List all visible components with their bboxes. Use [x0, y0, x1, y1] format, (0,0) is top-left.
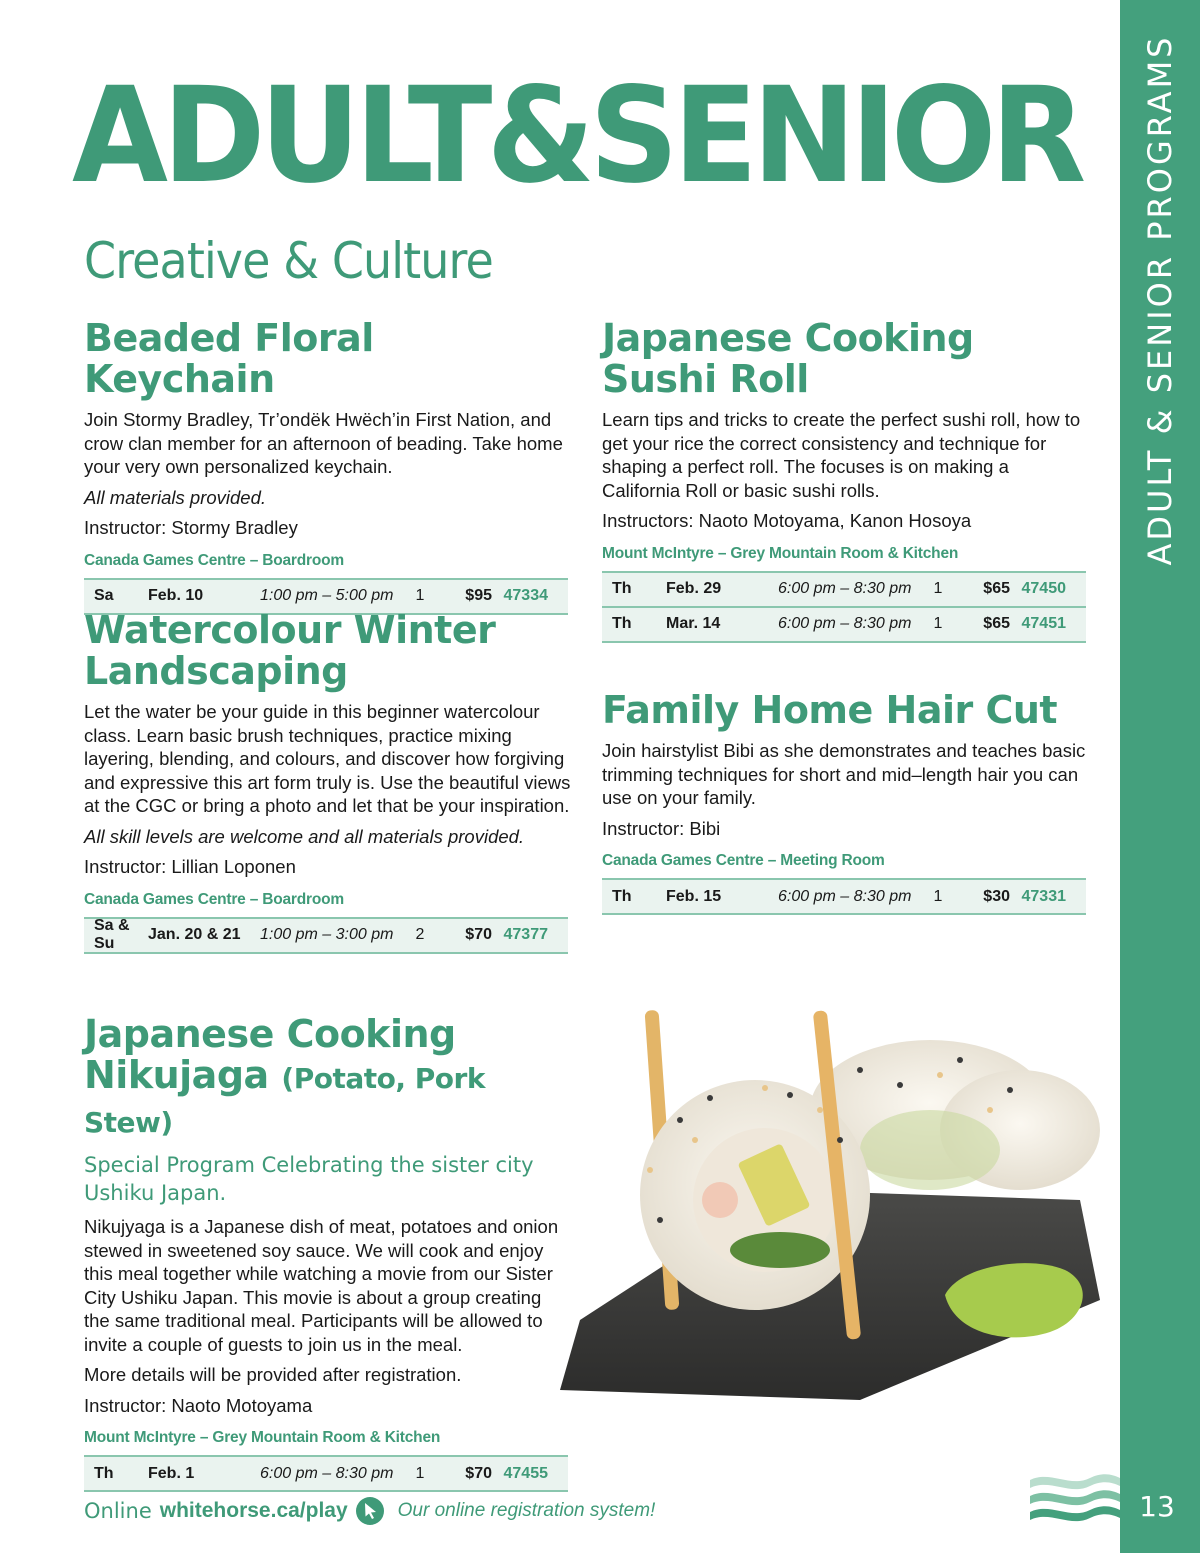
program-title-sub: (Potato, Pork Stew): [84, 1062, 485, 1139]
program-location: Canada Games Centre – Boardroom: [84, 890, 344, 908]
sidebar-label: ADULT & SENIOR PROGRAMS: [1141, 34, 1179, 566]
session-table: [602, 571, 1086, 643]
session-table: [602, 878, 1086, 915]
program-watercolour: [84, 610, 578, 954]
session-price: $95: [465, 587, 492, 604]
session-time: 6:00 pm – 8:30 pm: [260, 1464, 394, 1482]
footer: [84, 1494, 655, 1528]
session-price: $30: [983, 887, 1010, 905]
program-instructor: Instructor: Lillian Loponen: [84, 856, 296, 877]
session-price: $65: [983, 580, 1010, 597]
session-count: 1: [415, 587, 425, 604]
program-location: Mount McIntyre – Grey Mountain Room & Kitchen: [602, 544, 959, 562]
program-title: Beaded Floral Keychain: [84, 316, 374, 401]
footer-online-label: Online: [84, 1499, 152, 1523]
program-title: Family Home Hair Cut: [602, 688, 1058, 732]
session-table: [84, 917, 568, 954]
session-count: 1: [933, 580, 943, 597]
session-price: $65: [983, 615, 1010, 632]
session-date: Feb. 10: [148, 587, 204, 604]
session-code[interactable]: 47451: [1021, 615, 1066, 632]
session-price: $70: [465, 926, 492, 943]
program-description: Join Stormy Bradley, Tr’ondëk Hwëch’in First Nation, and crow clan member for an afternoon of beading. Take home your very own personalized keychain.: [84, 409, 563, 477]
program-location: Canada Games Centre – Meeting Room: [602, 852, 885, 869]
program-description: Join hairstylist Bibi as she demonstrates and teaches basic trimming techniques for short and mid–length hair you can use on your family.: [602, 740, 1086, 808]
session-row: [602, 571, 1086, 608]
program-instructor: Instructor: Stormy Bradley: [84, 517, 298, 538]
session-code[interactable]: 47377: [503, 926, 548, 943]
session-date: Feb. 29: [666, 580, 722, 597]
session-code[interactable]: 47334: [503, 587, 548, 604]
session-date: Feb. 1: [148, 1464, 195, 1482]
session-count: 2: [415, 926, 425, 943]
wave-logo: [1030, 1468, 1120, 1528]
program-tagline: Special Program Celebrating the sister city Ushiku Japan.: [84, 1153, 534, 1205]
session-day: Sa: [94, 587, 114, 604]
program-instructor: Instructor: Bibi: [602, 817, 721, 839]
page-title: ADULT&SENIOR: [72, 59, 1081, 213]
session-row: [84, 917, 568, 954]
section-title: Creative & Culture: [84, 232, 493, 290]
session-row: [602, 606, 1086, 643]
session-code[interactable]: 47455: [503, 1464, 548, 1482]
session-date: Feb. 15: [666, 887, 722, 905]
session-row: [602, 878, 1086, 915]
session-time: 1:00 pm – 5:00 pm: [260, 587, 394, 604]
session-day: Th: [612, 615, 632, 632]
program-note: All skill levels are welcome and all materials provided.: [84, 825, 525, 847]
session-price: $70: [465, 1464, 492, 1482]
program-title: Japanese Cooking Sushi Roll: [602, 316, 974, 401]
program-description-2: More details will be provided after registration.: [84, 1364, 462, 1385]
program-description: Nikujyaga is a Japanese dish of meat, potatoes and onion stewed in sweetened soy sauce. We will cook and enjoy this meal together while watching a movie from our Sister City Ushiku Japan. This movie is about a group creating the same traditional meal. Participants will be allowed to invite a couple of guests to join us in the meal.: [84, 1216, 559, 1355]
program-hair-cut: [602, 690, 1086, 915]
session-day: Th: [612, 580, 632, 597]
session-time: 6:00 pm – 8:30 pm: [778, 615, 912, 632]
session-row: [84, 1455, 568, 1492]
program-sushi-roll: [602, 318, 1086, 643]
session-time: 6:00 pm – 8:30 pm: [778, 887, 912, 905]
program-description: Learn tips and tricks to create the perfect sushi roll, how to get your rice the correct consistency and technique for shaping a perfect roll. The focuses is on making a California Roll or basic sushi rolls.: [602, 409, 1081, 501]
session-date: Mar. 14: [666, 615, 721, 632]
footer-tagline: Our online registration system!: [397, 1500, 656, 1521]
program-note: All materials provided.: [84, 486, 266, 508]
session-code[interactable]: 47331: [1021, 887, 1066, 905]
session-date: Jan. 20 & 21: [148, 926, 241, 943]
program-description: Let the water be your guide in this beginner watercolour class. Learn basic brush techniques, practice mixing layering, blending, and colours, and discover how forgiving and expressive this art form truly is. Use the beautiful views at the CGC or bring a photo and let that be your inspiration.: [84, 701, 571, 816]
session-table: [84, 1455, 568, 1492]
program-title: [84, 1014, 568, 1143]
program-title-main: Japanese Cooking Nikujaga: [84, 1012, 456, 1097]
session-count: 1: [933, 615, 943, 632]
session-code[interactable]: 47450: [1021, 580, 1066, 597]
program-instructor: Instructors: Naoto Motoyama, Kanon Hosoya: [602, 510, 972, 531]
session-count: 1: [415, 1464, 425, 1482]
sushi-photo: [560, 1000, 1100, 1410]
program-title: Watercolour Winter Landscaping: [84, 608, 496, 693]
program-location: Canada Games Centre – Boardroom: [84, 551, 344, 569]
session-time: 1:00 pm – 3:00 pm: [260, 926, 394, 943]
program-location: Mount McIntyre – Grey Mountain Room & Kitchen: [84, 1429, 441, 1446]
session-day: Sa & Su: [94, 917, 130, 952]
program-nikujaga: [84, 1014, 568, 1492]
program-beaded-keychain: [84, 318, 568, 615]
page-number: 13: [1139, 1490, 1175, 1523]
session-day: Th: [612, 887, 632, 905]
session-time: 6:00 pm – 8:30 pm: [778, 580, 912, 597]
session-count: 1: [933, 887, 943, 905]
footer-url-link[interactable]: whitehorse.ca/play: [159, 1499, 348, 1522]
cursor-icon: [356, 1497, 384, 1525]
session-day: Th: [94, 1464, 114, 1482]
program-instructor: Instructor: Naoto Motoyama: [84, 1394, 313, 1416]
